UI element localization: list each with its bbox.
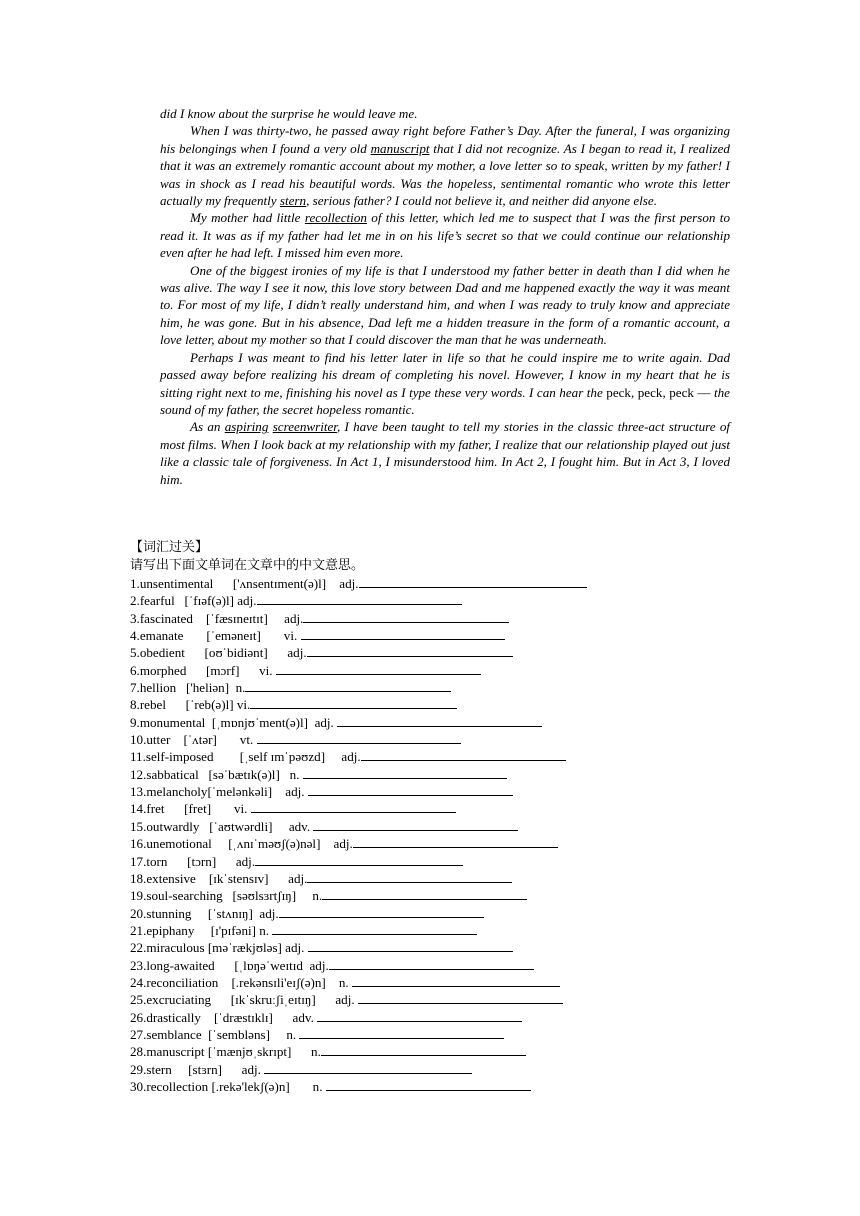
vocabulary-title: 【词汇过关】 — [130, 540, 209, 555]
vocab-word-entry: 29.stern [stɜrn] adj. — [130, 1061, 265, 1077]
answer-blank[interactable] — [257, 592, 462, 605]
vocab-word-entry: 10.utter [ˈʌtər] vt. — [130, 732, 257, 748]
passage-paragraph-5 — [160, 418, 730, 488]
vocab-word-entry: 26.drastically [ˈdræstɪklɪ] adv. — [130, 1009, 318, 1025]
vocab-word-entry: 14.fret [fret] vi. — [130, 801, 251, 817]
answer-blank[interactable] — [352, 974, 560, 987]
answer-blank[interactable] — [353, 835, 558, 848]
answer-blank[interactable] — [251, 800, 456, 813]
answer-blank[interactable] — [359, 575, 587, 588]
vocab-word-entry: 9.monumental [ˌmɒnjʊˈment(ə)l] adj. — [130, 714, 338, 730]
vocab-item — [130, 870, 730, 887]
vocab-item — [130, 974, 730, 991]
underlined-word-recollection: recollection — [304, 210, 367, 226]
vocab-item — [130, 939, 730, 956]
vocab-item — [130, 887, 730, 904]
vocab-item — [130, 957, 730, 974]
reading-passage — [160, 105, 730, 488]
answer-blank[interactable] — [303, 766, 507, 779]
vocab-item — [130, 679, 730, 696]
answer-blank[interactable] — [329, 957, 534, 970]
vocab-word-entry: 18.extensive [ɪkˈstensɪv] adj. — [130, 870, 308, 886]
passage-paragraph-4 — [160, 349, 730, 419]
answer-blank[interactable] — [279, 905, 484, 918]
vocab-item — [130, 1009, 730, 1026]
answer-blank[interactable] — [326, 1078, 531, 1091]
vocab-item — [130, 905, 730, 922]
vocab-item — [130, 731, 730, 748]
vocab-word-entry: 20.stunning [ˈstʌnɪŋ] adj. — [130, 905, 279, 921]
answer-blank[interactable] — [313, 818, 518, 831]
vocab-word-entry: 19.soul-searching [səʊlsɜrtʃɪŋ] n. — [130, 888, 323, 904]
vocab-item — [130, 714, 730, 731]
vocab-item — [130, 627, 730, 644]
vocab-word-entry: 25.excruciating [ɪkˈskruːʃiˌeɪtɪŋ] adj. — [130, 992, 358, 1008]
answer-blank[interactable] — [308, 783, 513, 796]
passage-text: , I have been taught to tell my stories in the classic three-act structure of most films. When I look back at my relationship with my father, I realize that our relationship played out just like a classic tale of forgiveness. In Act 1, I misunderstood him. In Act 2, I fought him. But in Act 3, I loved him. — [160, 419, 731, 487]
vocab-item — [130, 766, 730, 783]
vocab-item — [130, 818, 730, 835]
vocab-item — [130, 1043, 730, 1060]
vocab-word-entry: 4.emanate [ˈeməneɪt] vi. — [130, 628, 301, 644]
vocab-word-entry: 17.torn [tɔrn] adj. — [130, 853, 256, 869]
passage-paragraph-0 — [160, 105, 730, 122]
answer-blank[interactable] — [264, 1061, 472, 1074]
vocab-item — [130, 1078, 730, 1095]
vocab-word-entry: 23.long-awaited [ˌlɒŋəˈweɪtɪd adj. — [130, 957, 329, 973]
vocabulary-section — [130, 539, 730, 1095]
vocab-word-entry: 5.obedient [oʊˈbidiənt] adj. — [130, 645, 307, 661]
vocab-word-entry: 11.self-imposed [ˌself ɪmˈpəʊzd] adj. — [130, 749, 361, 765]
vocab-word-entry: 22.miraculous [məˈrækjʊləs] adj. — [130, 940, 308, 956]
underlined-word-stern: stern — [279, 193, 307, 209]
answer-blank[interactable] — [303, 610, 509, 623]
vocab-word-entry: 1.unsentimental ['ʌnsentɪment(ə)l] adj. — [130, 576, 359, 591]
vocab-item — [130, 800, 730, 817]
vocab-word-entry: 12.sabbatical [səˈbætɪk(ə)l] n. — [130, 766, 303, 782]
answer-blank[interactable] — [321, 1043, 526, 1056]
vocab-word-entry: 8.rebel [ˈreb(ə)l] vi. — [130, 697, 251, 713]
passage-text-upright: peck, peck, peck — — [602, 384, 714, 400]
answer-blank[interactable] — [250, 696, 457, 709]
answer-blank[interactable] — [257, 731, 461, 744]
answer-blank[interactable] — [307, 870, 512, 883]
vocab-item — [130, 991, 730, 1008]
passage-text: One of the biggest ironies of my life is that I understood my father better in death than I did when he was alive. The way I see it now, this love story between Dad and me happened exactly the way it was meant to. For most of my life, I didn’t really understand him, and when I was ready to truly know and appreciate him, he was gone. But in his absence, Dad left me a hidden treasure in the form of a romantic account, a love letter, about my mother so that I could discover the man that he was underneath. — [160, 262, 730, 348]
vocab-item — [130, 644, 730, 661]
vocab-word-entry: 16.unemotional [ˌʌnɪˈməʊʃ(ə)nəl] adj. — [130, 836, 353, 852]
vocab-item — [130, 592, 730, 609]
vocab-item — [130, 1061, 730, 1078]
answer-blank[interactable] — [272, 922, 477, 935]
vocab-item — [130, 575, 730, 592]
vocab-word-entry: 13.melancholy[ˈmelənkəli] adj. — [130, 784, 308, 800]
vocab-item — [130, 783, 730, 800]
vocab-item — [130, 662, 730, 679]
vocabulary-instruction: 请写出下面文单词在文章中的中文意思。 — [130, 558, 365, 573]
answer-blank[interactable] — [245, 679, 451, 692]
answer-blank[interactable] — [301, 627, 505, 640]
passage-text: the sound of my father, the secret hopeless romantic. — [160, 384, 730, 417]
underlined-word-screenwriter: screenwriter — [272, 419, 337, 435]
answer-blank[interactable] — [361, 748, 566, 761]
passage-text: When I was thirty-two, he passed away right before Father’s Day. After the funeral, I was organizing his belongings when I found a very old — [160, 123, 730, 156]
vocab-item — [130, 748, 730, 765]
passage-text: of this letter, which led me to suspect that I was the first person to read it. It was as if my father had let me in on his life’s secret so that we could continue our relationship even after he had left. I missed him even more. — [160, 210, 730, 261]
passage-paragraph-3 — [160, 262, 730, 349]
answer-blank[interactable] — [308, 939, 513, 952]
answer-blank[interactable] — [307, 644, 513, 657]
vocab-item — [130, 610, 730, 627]
answer-blank[interactable] — [337, 714, 542, 727]
vocab-word-entry: 15.outwardly [ˈaʊtwərdli] adv. — [130, 818, 314, 834]
passage-text: did I know about the surprise he would leave me. — [160, 106, 418, 121]
passage-paragraph-2 — [160, 209, 730, 261]
vocab-word-entry: 3.fascinated [ˈfæsɪneɪtɪt] adj. — [130, 610, 304, 626]
vocab-word-entry: 7.hellion ['heliən] n. — [130, 680, 246, 696]
passage-text: My mother had little — [190, 210, 305, 226]
vocab-item — [130, 922, 730, 939]
vocab-item — [130, 696, 730, 713]
passage-text: As an — [190, 419, 225, 435]
vocab-item — [130, 835, 730, 852]
vocab-word-entry: 24.reconciliation [.rekənsɪli'eɪʃ(ə)n] n. — [130, 974, 352, 990]
vocab-word-entry: 21.epiphany [ɪ'pɪfəni] n. — [130, 922, 273, 938]
passage-text: that I did not recognize. As I began to read it, I realized that it was an extremely romantic account about my mother, a love letter so to speak, written by my father! I was in shock as I read his beautiful words. Was the hopeless, sentimental romantic who wrote this letter actually my frequently — [160, 140, 730, 209]
vocab-item — [130, 1026, 730, 1043]
vocab-word-entry: 6.morphed [mɔrf] vi. — [130, 662, 276, 678]
answer-blank[interactable] — [358, 991, 563, 1004]
vocabulary-list — [130, 575, 730, 1095]
answer-blank[interactable] — [322, 887, 527, 900]
passage-text: , serious father? I could not believe it, and neither did anyone else. — [306, 193, 657, 209]
vocab-item — [130, 853, 730, 870]
passage-text: Perhaps I was meant to find his letter later in life so that he could inspire me to write again. Dad passed away before realizing his dream of completing his novel. However, I know in my heart that he is sitting right next to me, finishing his novel as I type these very words. I can hear the — [160, 349, 730, 400]
vocab-word-entry: 2.fearful [ˈfɪəf(ə)l] adj. — [130, 593, 257, 609]
underlined-word-manuscript: manuscript — [370, 140, 430, 156]
answer-blank[interactable] — [317, 1009, 522, 1022]
vocab-word-entry: 28.manuscript [ˈmænjʊˌskrɪpt] n. — [130, 1044, 321, 1060]
vocab-word-entry: 30.recollection [.rekə'lekʃ(ə)n] n. — [130, 1078, 326, 1094]
passage-paragraph-1 — [160, 122, 730, 209]
answer-blank[interactable] — [276, 662, 481, 675]
answer-blank[interactable] — [299, 1026, 504, 1039]
vocab-word-entry: 27.semblance [ˈsembləns] n. — [130, 1026, 300, 1042]
answer-blank[interactable] — [255, 853, 463, 866]
underlined-word-aspiring: aspiring — [224, 419, 269, 435]
